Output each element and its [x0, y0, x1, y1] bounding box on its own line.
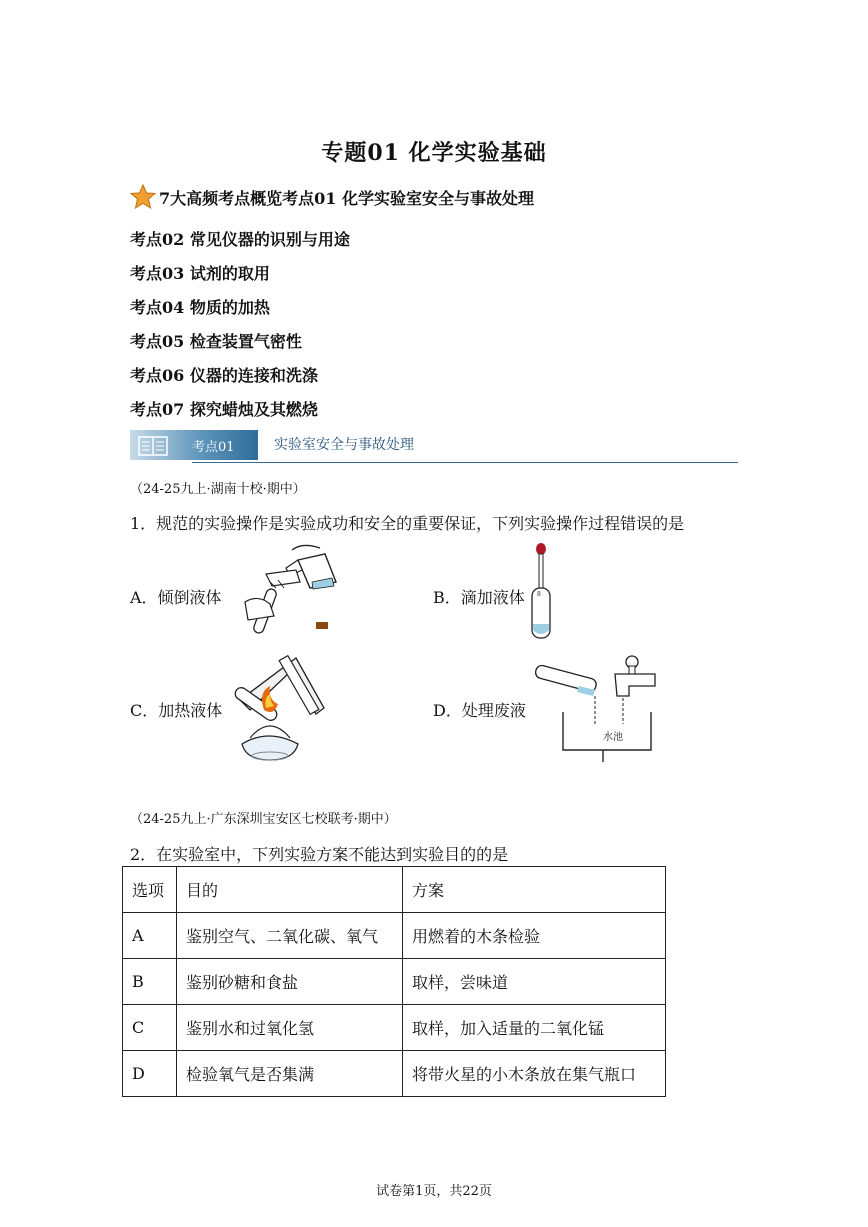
- waste-liquid-illustration: [533, 652, 663, 762]
- q2-table: [122, 866, 666, 1097]
- table-cell: 取样，加入适量的二氧化锰: [403, 1005, 666, 1051]
- table-cell: 将带火星的小木条放在集气瓶口: [403, 1051, 666, 1097]
- table-cell: 鉴别砂糖和食盐: [177, 959, 403, 1005]
- table-header-cell: 方案: [403, 867, 666, 913]
- kaodian-06: 考点06 仪器的连接和洗涤: [130, 366, 318, 385]
- table-row: [123, 1005, 666, 1051]
- star-icon: [130, 184, 156, 210]
- page-footer: 试卷第1页，共22页: [376, 1184, 492, 1199]
- kaodian-02: 考点02 常见仪器的识别与用途: [130, 230, 350, 249]
- section-banner: [130, 428, 738, 464]
- kaodian-03: 考点03 试剂的取用: [130, 264, 270, 283]
- section-title: 实验室安全与事故处理: [274, 437, 414, 453]
- table-cell: 取样，尝味道: [403, 959, 666, 1005]
- table-cell: 检验氧气是否集满: [177, 1051, 403, 1097]
- overview-line: [130, 184, 534, 210]
- dropper-illustration: [528, 542, 554, 644]
- q1-option-c: C．加热液体: [130, 701, 223, 720]
- q1-option-d: D．处理废液: [433, 701, 526, 720]
- table-row: [123, 913, 666, 959]
- section-tag: 考点01: [192, 440, 235, 455]
- kaodian-07: 考点07 探究蜡烛及其燃烧: [130, 400, 318, 419]
- svg-text:8: 8: [537, 591, 541, 598]
- kaodian-05: 考点05 检查装置气密性: [130, 332, 302, 351]
- q1-option-a: A．倾倒液体: [130, 588, 222, 607]
- sink-label: 水池: [603, 732, 623, 743]
- q2-stem: 2．在实验室中，下列实验方案不能达到实验目的的是: [130, 845, 509, 864]
- table-row: [123, 959, 666, 1005]
- table-cell: 用燃着的木条检验: [403, 913, 666, 959]
- page-title: 专题01 化学实验基础: [321, 140, 547, 166]
- q1-stem: 1．规范的实验操作是实验成功和安全的重要保证，下列实验操作过程错误的是: [130, 514, 685, 533]
- table-cell: A: [123, 913, 177, 959]
- table-cell: B: [123, 959, 177, 1005]
- list-icon: [138, 436, 168, 456]
- table-header-cell: 选项: [123, 867, 177, 913]
- section-rule: [192, 462, 738, 463]
- table-cell: D: [123, 1051, 177, 1097]
- pour-liquid-illustration: [240, 542, 345, 642]
- q2-source: （24-25九上·广东深圳宝安区七校联考·期中）: [130, 812, 397, 827]
- kaodian-01: 考点01 化学实验室安全与事故处理: [282, 188, 534, 208]
- heat-liquid-illustration: [228, 652, 333, 764]
- table-cell: 鉴别空气、二氧化碳、氧气: [177, 913, 403, 959]
- kaodian-04: 考点04 物质的加热: [130, 298, 270, 317]
- table-header-cell: 目的: [177, 867, 403, 913]
- q1-source: （24-25九上·湖南十校·期中）: [130, 482, 306, 497]
- banner-tab: [130, 430, 258, 460]
- table-cell: 鉴别水和过氧化氢: [177, 1005, 403, 1051]
- table-cell: C: [123, 1005, 177, 1051]
- overview-label: 7大高频考点概览: [159, 188, 283, 208]
- q1-option-b: B．滴加液体: [433, 588, 525, 607]
- table-row: [123, 1051, 666, 1097]
- table-header-row: [123, 867, 666, 913]
